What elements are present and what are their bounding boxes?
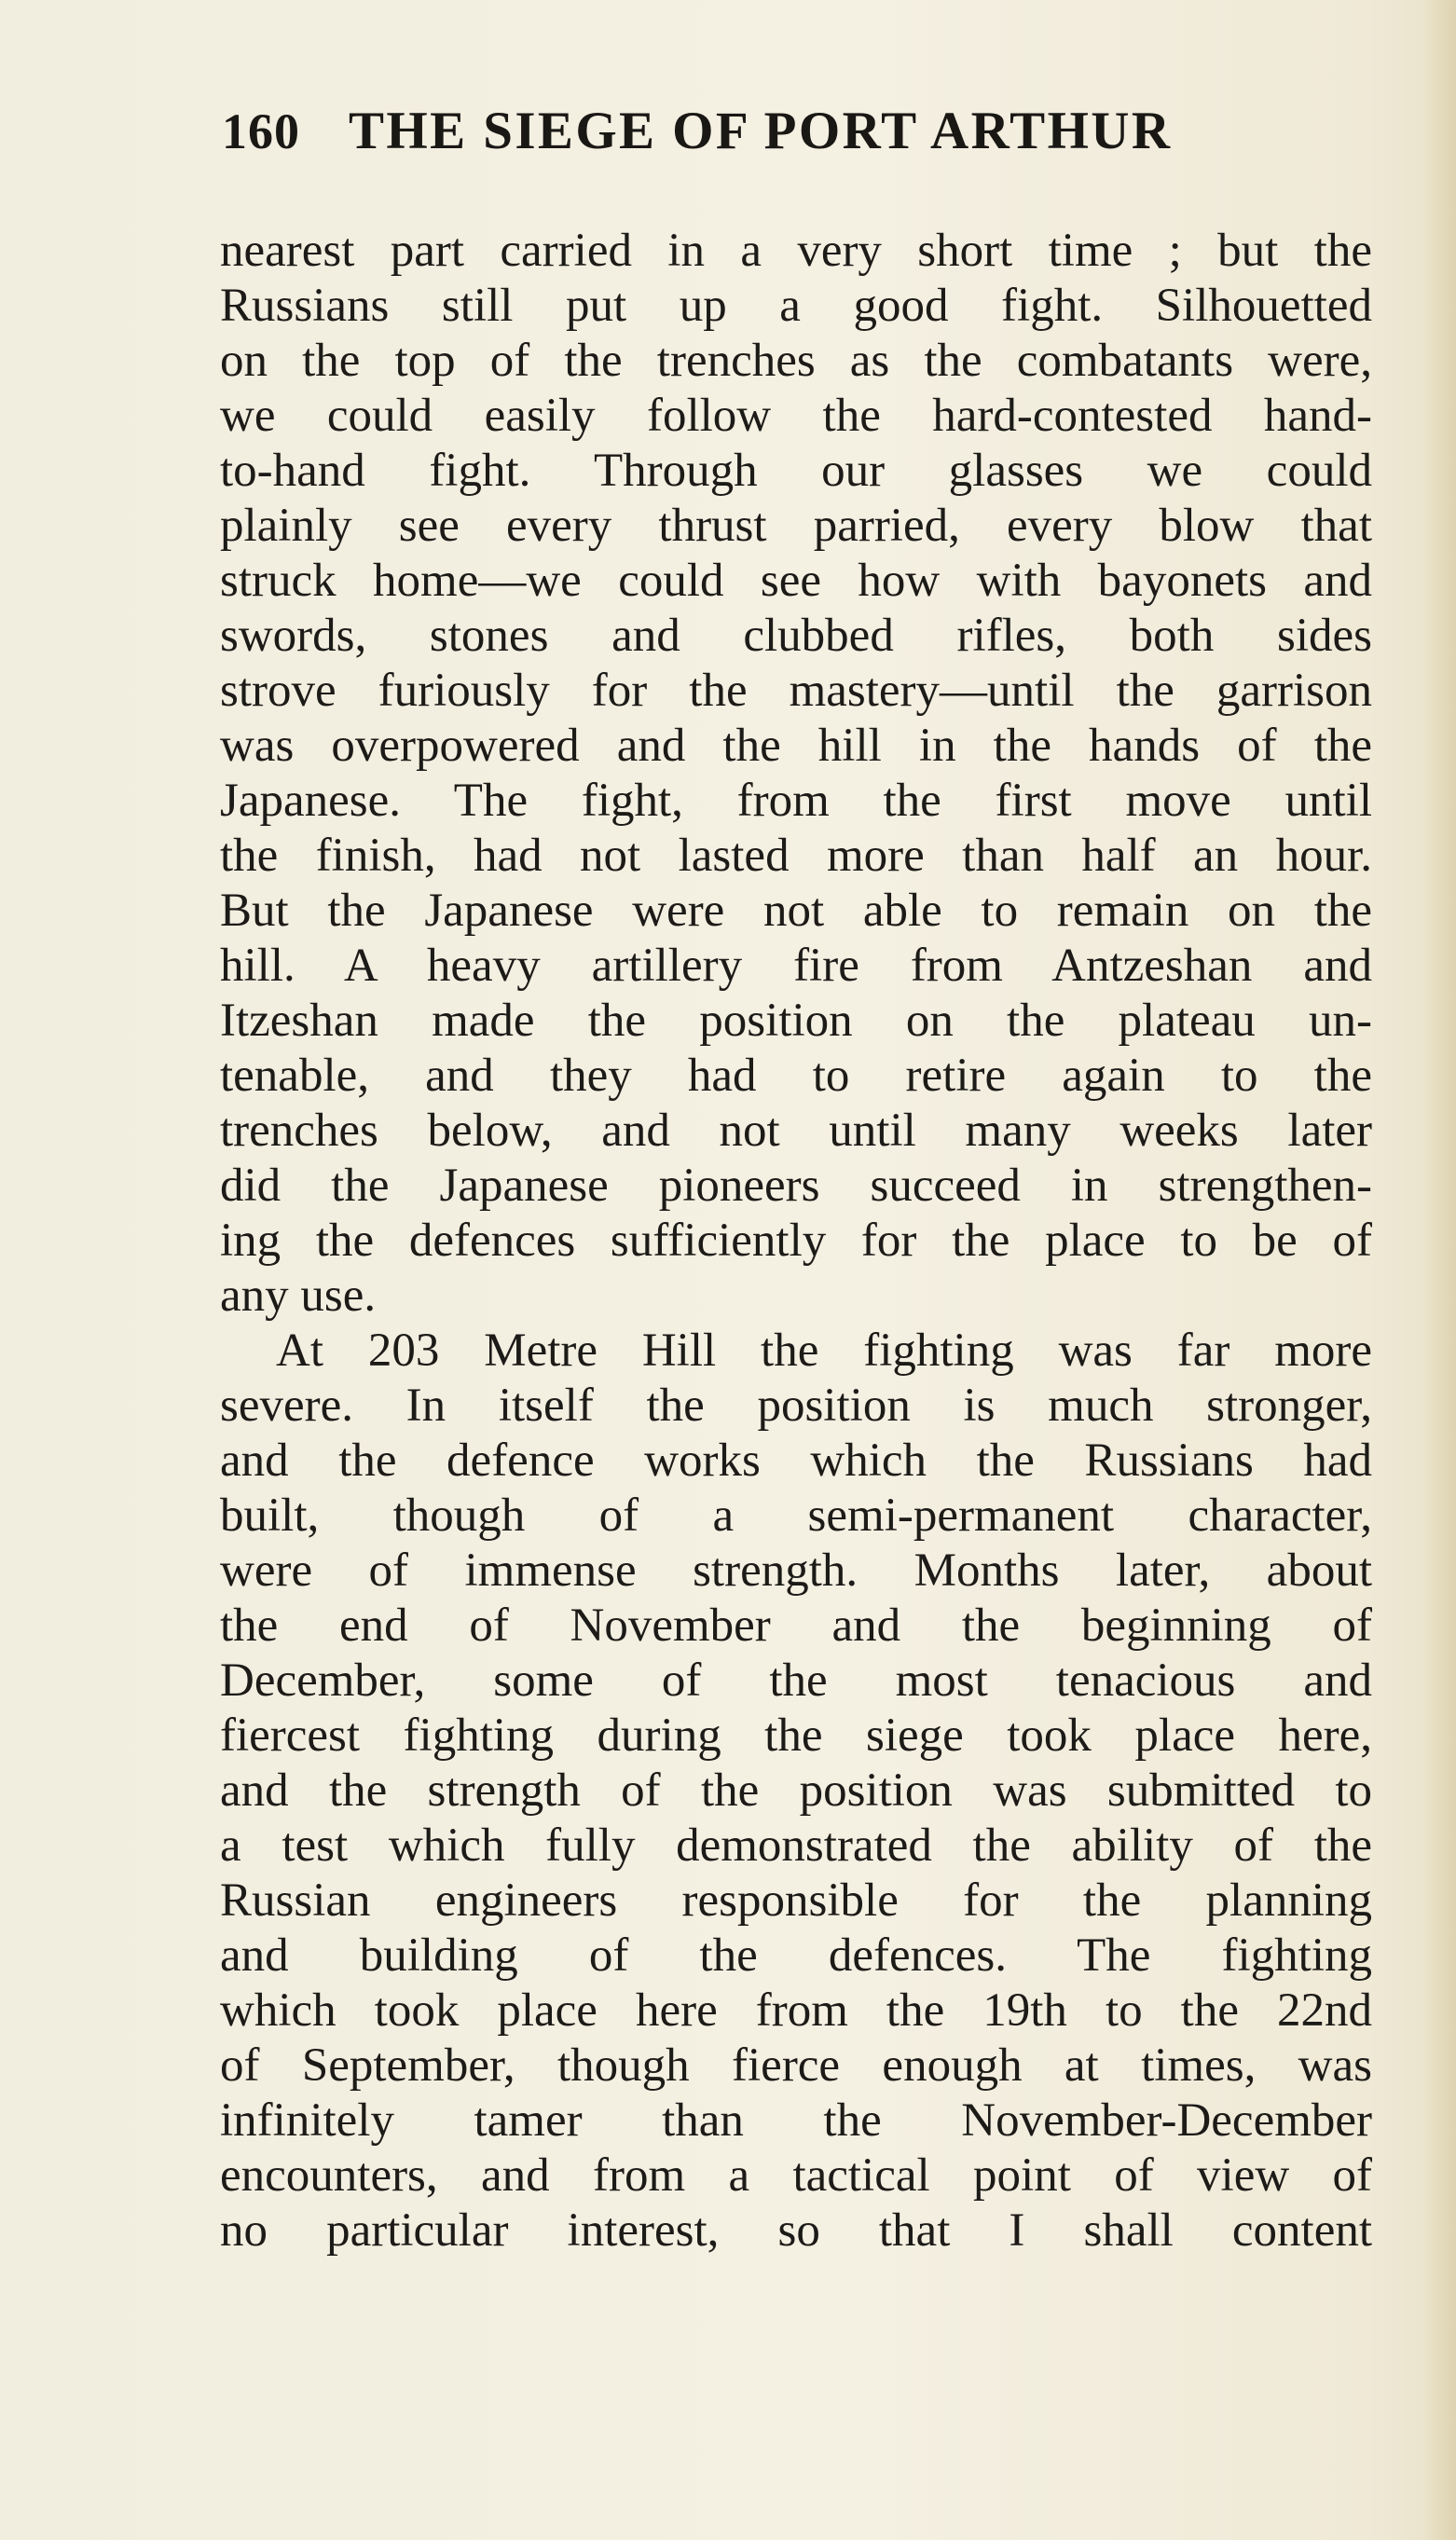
text-line: hill. A heavy artillery fire from Antzeshan and [220, 940, 1372, 992]
text-line: to-hand fight. Through our glasses we could [220, 445, 1372, 497]
text-line: Russian engineers responsible for the planning [220, 1874, 1372, 1927]
text-line: Russians still put up a good fight. Silhouetted [220, 280, 1372, 332]
text-line: and the defence works which the Russians had [220, 1435, 1372, 1487]
text-line: a test which fully demonstrated the ability of the [220, 1819, 1372, 1872]
text-line: and the strength of the position was submitted to [220, 1764, 1372, 1817]
text-line: encounters, and from a tactical point of view of [220, 2149, 1372, 2202]
text-line: ing the defences sufficiently for the place to be of [220, 1215, 1372, 1267]
text-line: plainly see every thrust parried, every blow that [220, 500, 1372, 552]
text-line: Japanese. The fight, from the first move until [220, 775, 1372, 827]
text-line: the end of November and the beginning of [220, 1600, 1372, 1652]
text-line: of September, though fierce enough at times, was [220, 2039, 1372, 2092]
text-line: the finish, had not lasted more than half an hour. [220, 830, 1372, 882]
text-line: infinitely tamer than the November-December [220, 2094, 1372, 2147]
text-line: December, some of the most tenacious and [220, 1654, 1372, 1707]
text-line: on the top of the trenches as the combatants were, [220, 335, 1372, 387]
text-line: and building of the defences. The fighting [220, 1929, 1372, 1982]
paragraph-last-line: any use. [220, 1270, 377, 1322]
text-line: no particular interest, so that I shall content [220, 2204, 1372, 2257]
page-edge-shadow [1422, 0, 1456, 2540]
text-line: tenable, and they had to retire again to the [220, 1050, 1372, 1102]
text-line: But the Japanese were not able to remain on the [220, 885, 1372, 937]
text-line: severe. In itself the position is much stronger, [220, 1380, 1372, 1432]
page-number: 160 [222, 103, 300, 159]
paragraph-first-line: At 203 Metre Hill the fighting was far more [276, 1325, 1372, 1377]
text-line: which took place here from the 19th to the 22nd [220, 1984, 1372, 2037]
text-line: swords, stones and clubbed rifles, both sides [220, 610, 1372, 662]
text-line: fiercest fighting during the siege took place here, [220, 1709, 1372, 1762]
text-line: strove furiously for the mastery—until the garrison [220, 665, 1372, 717]
running-header [222, 101, 1361, 175]
text-line: we could easily follow the hard-contested hand- [220, 390, 1372, 442]
text-line: Itzeshan made the position on the plateau un- [220, 995, 1372, 1047]
body-text [220, 224, 1372, 2259]
text-line: trenches below, and not until many weeks later [220, 1105, 1372, 1157]
text-line: did the Japanese pioneers succeed in strengthen- [220, 1160, 1372, 1212]
running-title: THE SIEGE OF PORT ARTHUR [349, 102, 1173, 160]
text-line: nearest part carried in a very short time ; but the [220, 225, 1372, 277]
text-line: built, though of a semi-permanent character, [220, 1490, 1372, 1542]
text-line: were of immense strength. Months later, about [220, 1545, 1372, 1597]
text-line: was overpowered and the hill in the hands of the [220, 720, 1372, 772]
text-line: struck home—we could see how with bayonets and [220, 555, 1372, 607]
